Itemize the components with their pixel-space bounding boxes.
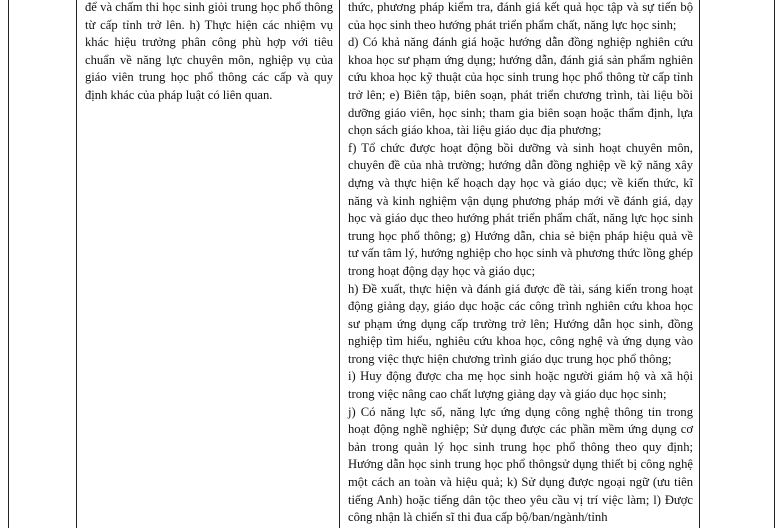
standards-table xyxy=(8,0,775,528)
new-grade-criteria-cell xyxy=(340,0,700,528)
criteria-paragraph: thức, phương pháp kiểm tra, đánh giá kết quả học tập và sự tiến bộ của học sinh theo hướng phát triển phẩm chất, năng lực học sinh; xyxy=(348,0,693,32)
notes-cell xyxy=(700,0,775,528)
criteria-paragraph: d) Có khả năng đánh giá hoặc hướng dẫn đồng nghiệp nghiên cứu khoa học sư phạm ứng dụng; hướng dẫn, đánh giá sản phẩm nghiên cứu khoa học kỹ thuật của học sinh trung học phổ thông từ cấp tỉnh trở lên; e) Biên tập, biên soạn, phát triển chương trình, tài liệu bồi dưỡng giáo viên, học sinh; tham gia biên soạn hoặc thẩm định, lựa chọn sách giáo khoa, tài liệu giáo dục địa phương; xyxy=(348,35,693,138)
previous-grade-criteria-text: để và chấm thi học sinh giỏi trung học phổ thông từ cấp tỉnh trở lên. h) Thực hiện các nhiệm vụ khác hiệu trưởng phân công phù hợp với tiêu chuẩn về năng lực chuyên môn, nghiệp vụ của giáo viên trung học phổ thông các cấp và quy định khác của pháp luật có liên quan. xyxy=(85,0,333,102)
previous-grade-criteria-cell xyxy=(77,0,340,528)
criteria-paragraph: h) Đề xuất, thực hiện và đánh giá được đề tài, sáng kiến trong hoạt động giảng dạy, giáo dục hoặc các công trình nghiên cứu khoa học sư phạm ứng dụng cấp trường trở lên; Hướng dẫn học sinh, đồng nghiệp tìm hiểu, nghiêu cứu khoa học, công nghệ và ứng dụng vào trong việc thực hiện chương trình giáo dục trung học phổ thông; xyxy=(348,281,693,366)
criteria-paragraph: f) Tổ chức được hoạt động bồi dưỡng và sinh hoạt chuyên môn, chuyên đề của nhà trường; hướng dẫn đồng nghiệp về kỹ năng xây dựng và thực hiện kế hoạch dạy học và giáo dục; về kiến thức, kĩ năng và kinh nghiệm vận dụng phương pháp mới về đánh giá, dạy học và giáo dục theo hướng phát triển phẩm chất, năng lực học sinh trung học phổ thông; g) Hướng dẫn, chia sẻ biện pháp hiệu quả về tư vấn tâm lý, hướng nghiệp cho học sinh và phương thức lồng ghép trong hoạt động dạy học và giáo dục; xyxy=(348,140,693,278)
table-row xyxy=(9,0,775,528)
criteria-paragraph: i) Huy động được cha mẹ học sinh hoặc người giám hộ và xã hội trong việc nâng cao chất lượng giảng dạy và giáo dục học sinh; xyxy=(348,369,693,402)
index-cell xyxy=(9,0,77,528)
criteria-paragraph: j) Có năng lực số, năng lực ứng dụng công nghệ thông tin trong hoạt động nghề nghiệp; Sử dụng được các phần mềm ứng dụng cơ bản trong quản lý học sinh trung học phổ thông theo quy định; Hướng dẫn học sinh trung học phổ thôngsử dụng thiết bị công nghệ một cách an toàn và hiệu quả; k) Sử dụng được ngoại ngữ (ưu tiên tiếng Anh) hoặc tiếng dân tộc theo yêu cầu vị trí việc làm; l) Được công nhận là chiến sĩ thi đua cấp bộ/ban/ngành/tỉnh xyxy=(348,404,693,525)
